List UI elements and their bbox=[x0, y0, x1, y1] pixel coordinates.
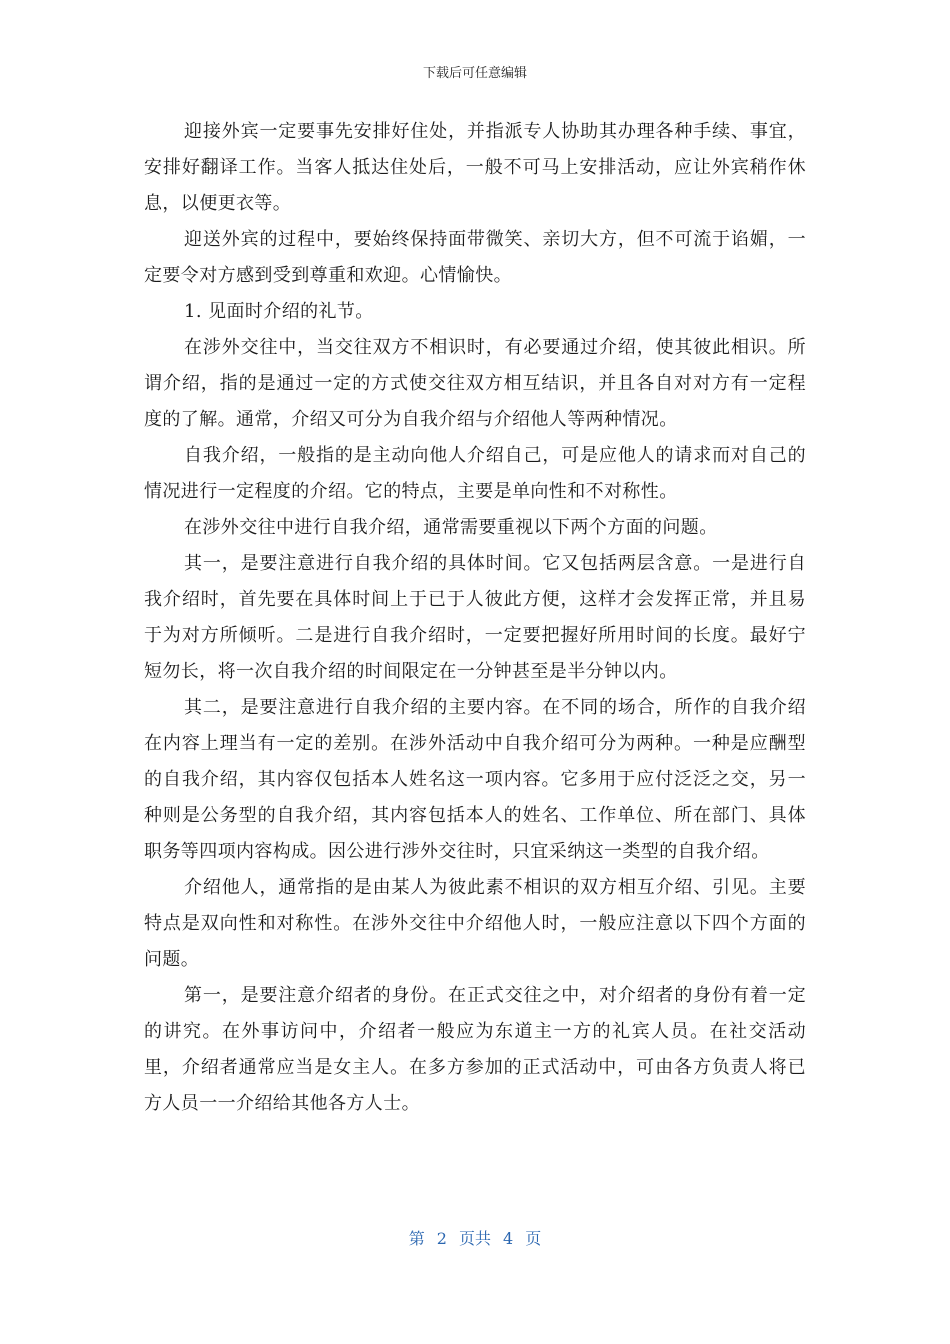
paragraph: 第一，是要注意介绍者的身份。在正式交往之中，对介绍者的身份有着一定的讲究。在外事访问中，介绍者一般应为东道主一方的礼宾人员。在社交活动里，介绍者通常应当是女主人。在多方参加的正式活动中，可由各方负责人将已方人员一一介绍给其他各方人士。 bbox=[144, 985, 806, 1114]
paragraph: 在涉外交往中，当交往双方不相识时，有必要通过介绍，使其彼此相识。所谓介绍，指的是通过一定的方式使交往双方相互结识，并且各自对对方有一定程度的了解。通常，介绍又可分为自我介绍与介绍他人等两种情况。 bbox=[144, 337, 806, 430]
paragraph: 介绍他人，通常指的是由某人为彼此素不相识的双方相互介绍、引见。主要特点是双向性和对称性。在涉外交往中介绍他人时，一般应注意以下四个方面的问题。 bbox=[144, 877, 806, 970]
footer-prefix: 第 bbox=[408, 1229, 425, 1248]
page-footer bbox=[0, 1229, 950, 1249]
page-header: 下载后可任意编辑 bbox=[422, 66, 527, 81]
paragraph: 其一，是要注意进行自我介绍的具体时间。它又包括两层含意。一是进行自我介绍时，首先要在具体时间上于已于人彼此方便，这样才会发挥正常，并且易于为对方所倾听。二是进行自我介绍时，一定要把握好所用时间的长度。最好宁短勿长，将一次自我介绍的时间限定在一分钟甚至是半分钟以内。 bbox=[144, 553, 806, 682]
current-page-number: 2 bbox=[436, 1229, 447, 1248]
footer-suffix: 页 bbox=[525, 1229, 542, 1248]
document-body bbox=[144, 114, 806, 1122]
paragraph: 自我介绍，一般指的是主动向他人介绍自己，可是应他人的请求而对自己的情况进行一定程度的介绍。它的特点，主要是单向性和不对称性。 bbox=[144, 445, 806, 502]
total-page-number: 4 bbox=[503, 1229, 514, 1248]
section-heading: 1. 见面时介绍的礼节。 bbox=[184, 301, 374, 322]
paragraph: 迎送外宾的过程中，要始终保持面带微笑、亲切大方，但不可流于谄媚，一定要令对方感到受到尊重和欢迎。心情愉快。 bbox=[144, 229, 806, 286]
footer-middle: 页共 bbox=[458, 1229, 491, 1248]
paragraph: 迎接外宾一定要事先安排好住处，并指派专人协助其办理各种手续、事宜，安排好翻译工作。当客人抵达住处后，一般不可马上安排活动，应让外宾稍作休息，以便更衣等。 bbox=[144, 121, 806, 214]
paragraph: 其二，是要注意进行自我介绍的主要内容。在不同的场合，所作的自我介绍在内容上理当有一定的差别。在涉外活动中自我介绍可分为两种。一种是应酬型的自我介绍，其内容仅包括本人姓名这一项内容。它多用于应付泛泛之交，另一种则是公务型的自我介绍，其内容包括本人的姓名、工作单位、所在部门、具体职务等四项内容构成。因公进行涉外交往时，只宜采纳这一类型的自我介绍。 bbox=[144, 697, 806, 862]
paragraph: 在涉外交往中进行自我介绍，通常需要重视以下两个方面的问题。 bbox=[184, 517, 718, 538]
